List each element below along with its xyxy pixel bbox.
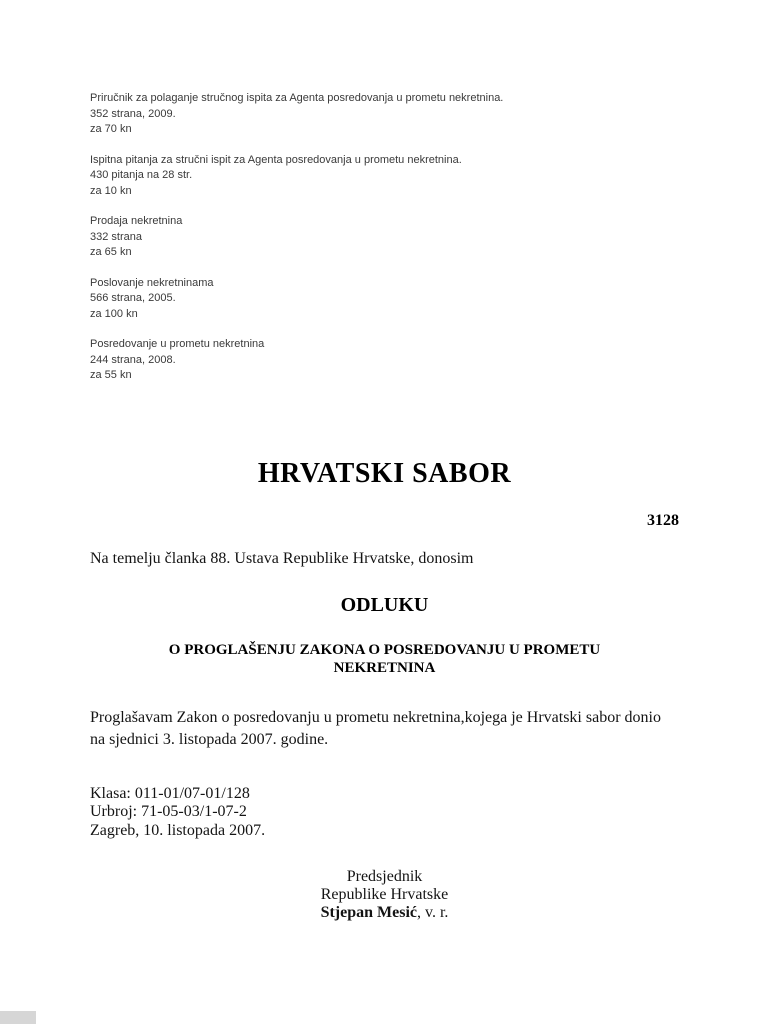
- list-item: [90, 214, 679, 261]
- list-item: [90, 276, 679, 323]
- place-date-line: Zagreb, 10. listopada 2007.: [90, 821, 266, 839]
- book-title: Prodaja nekretnina: [90, 215, 183, 227]
- klasa-line: Klasa: 011-01/07-01/128: [90, 784, 250, 802]
- intro-text: Na temelju članka 88. Ustava Republike Hrvatske, donosim: [90, 549, 474, 567]
- list-item: [90, 91, 679, 138]
- book-price: za 65 kn: [90, 246, 132, 258]
- list-item: [90, 153, 679, 200]
- book-details: 566 strana, 2005.: [90, 292, 176, 304]
- signature-name-line: [90, 904, 679, 922]
- document-number: 3128: [647, 511, 679, 529]
- signature-suffix: , v. r.: [417, 904, 449, 921]
- book-title: Priručnik za polaganje stručnog ispita za Agenta posredovanja u prometu nekretnina.: [90, 92, 504, 104]
- book-details: 332 strana: [90, 230, 142, 243]
- book-title: Ispitna pitanja za stručni ispit za Agenta posredovanja u prometu nekretnina.: [90, 153, 462, 166]
- decision-title: ODLUKU: [340, 593, 429, 616]
- list-item: [90, 337, 679, 384]
- book-list: [90, 91, 679, 384]
- signature-title: Predsjednik: [346, 868, 423, 885]
- book-title: Poslovanje nekretninama: [90, 276, 214, 289]
- book-details: 352 strana, 2009.: [90, 107, 176, 120]
- book-price: za 100 kn: [90, 307, 138, 320]
- decision-subtitle: O PROGLAŠENJU ZAKONA O POSREDOVANJU U PROMETU NEKRETNINA: [168, 641, 601, 676]
- scan-artifact: [0, 1011, 36, 1024]
- page-title: HRVATSKI SABOR: [257, 457, 512, 489]
- book-price: za 10 kn: [90, 184, 132, 197]
- body-paragraph: Proglašavam Zakon o posredovanju u prometu nekretnina,kojega je Hrvatski sabor donio na sjednici 3. listopada 2007. godine.: [90, 708, 661, 748]
- book-price: za 70 kn: [90, 123, 132, 135]
- signature-name: Stjepan Mesić: [320, 904, 418, 921]
- book-details: 430 pitanja na 28 str.: [90, 169, 193, 181]
- book-price: za 55 kn: [90, 369, 132, 381]
- book-details: 244 strana, 2008.: [90, 353, 176, 366]
- reference-block: [90, 785, 679, 841]
- urbroj-line: Urbroj: 71-05-03/1-07-2: [90, 803, 247, 820]
- signature-org: Republike Hrvatske: [320, 886, 449, 903]
- signature-block: [90, 868, 679, 922]
- book-title: Posredovanje u prometu nekretnina: [90, 338, 265, 350]
